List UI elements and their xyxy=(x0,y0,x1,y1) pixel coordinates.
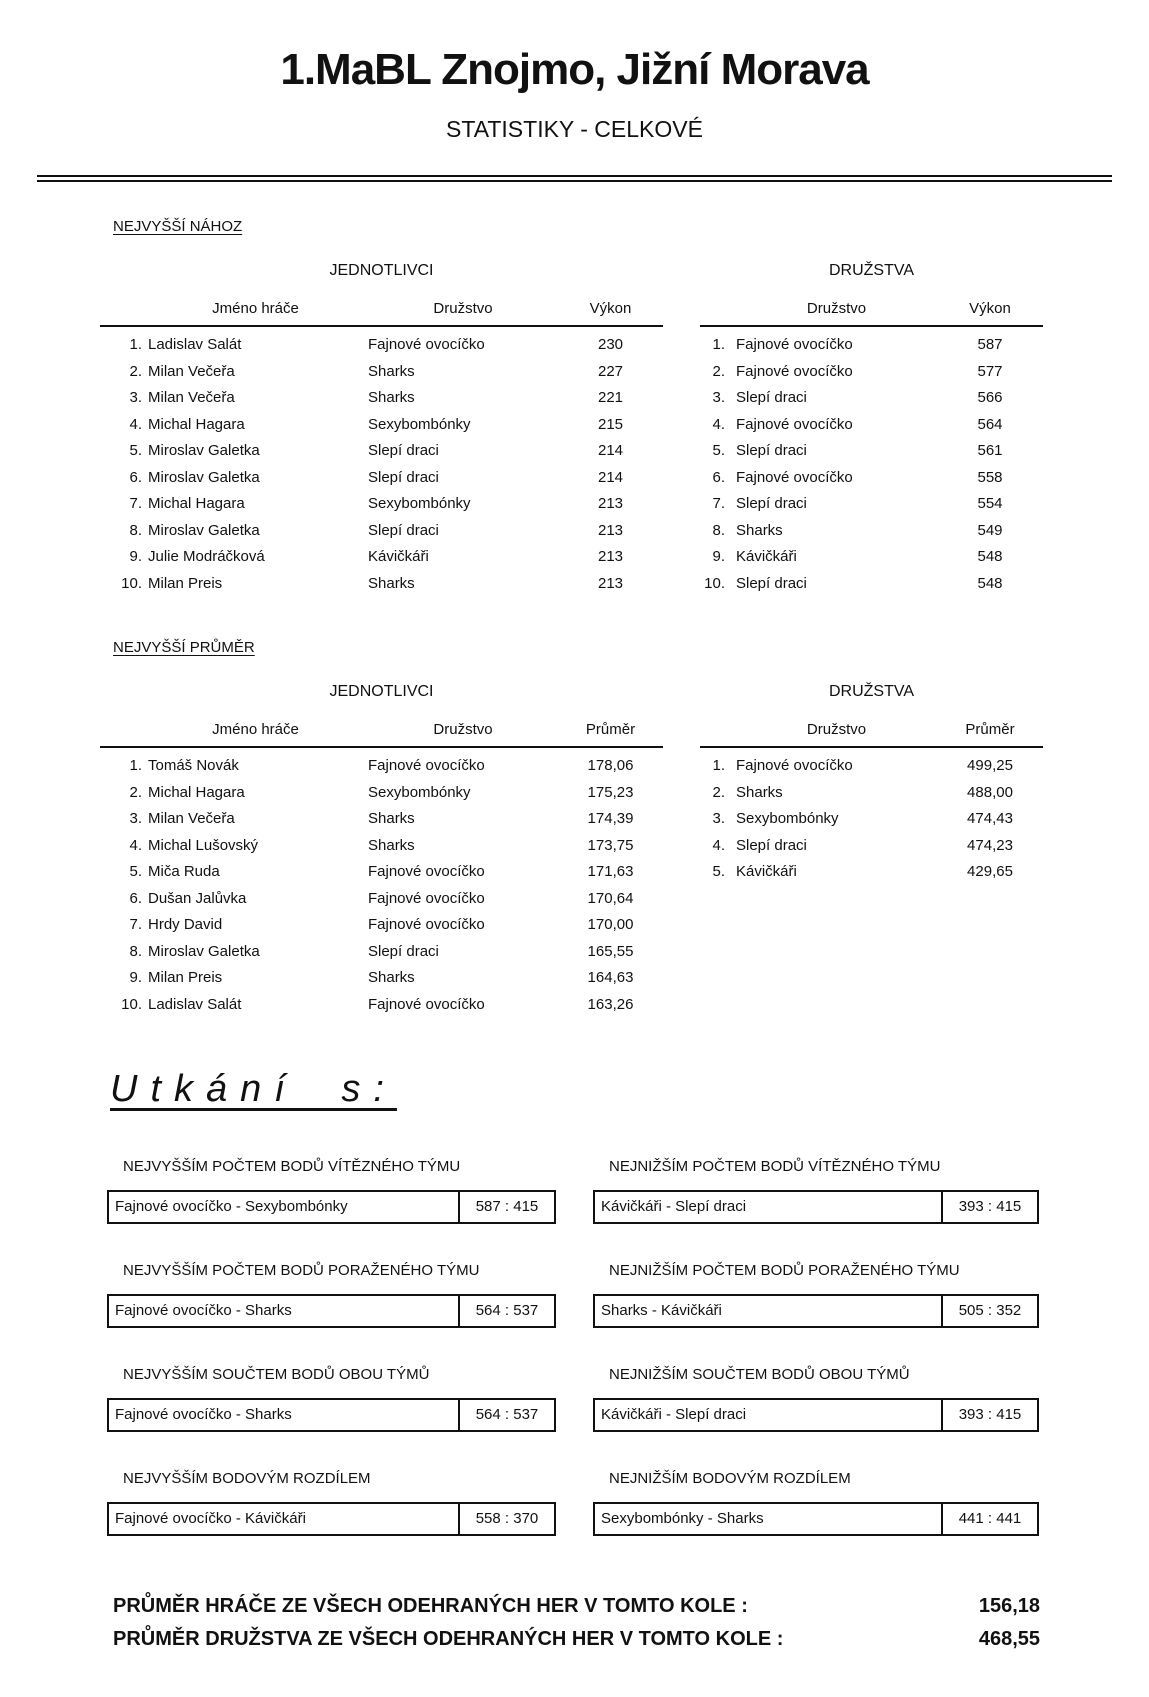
cell-rank: 7. xyxy=(712,495,725,512)
header-value: Výkon xyxy=(969,300,1011,317)
cell-rank: 5. xyxy=(129,442,142,459)
match-stat xyxy=(593,1158,1039,1224)
table-row xyxy=(700,780,1043,807)
cell-rank: 4. xyxy=(129,415,142,433)
cell-player-name: Tomáš Novák xyxy=(148,757,239,774)
cell-team: Fajnové ovocíčko xyxy=(368,757,485,774)
section-heading: NEJVYŠŠÍ PRŮMĚR xyxy=(113,639,255,656)
page-title: 1.MaBL Znojmo, Jižní Morava xyxy=(280,45,869,94)
table-row xyxy=(100,385,663,412)
table-body xyxy=(100,332,663,597)
cell-team: Kávičkáři xyxy=(736,548,797,565)
header-value: Průměr xyxy=(585,721,636,738)
match-teams: Sexybombónky - Sharks xyxy=(601,1510,764,1528)
match-score: 393 : 415 xyxy=(941,1400,1037,1430)
match-score: 564 : 537 xyxy=(458,1400,554,1430)
table-title: JEDNOTLIVCI xyxy=(329,262,434,279)
match-score: 393 : 415 xyxy=(941,1192,1037,1222)
cell-rank: 1. xyxy=(712,336,725,353)
match-teams: Sharks - Kávičkáři xyxy=(601,1302,722,1320)
match-stat-box xyxy=(593,1398,1039,1432)
table-row xyxy=(100,912,663,939)
table-body xyxy=(100,753,663,1018)
header-player-name: Jméno hráče xyxy=(212,300,299,317)
header-team: Družstvo xyxy=(806,300,867,317)
table-row xyxy=(100,780,663,807)
cell-value: 214 xyxy=(597,468,624,486)
table-row xyxy=(100,886,663,913)
header-divider xyxy=(37,175,1112,182)
header-value: Průměr xyxy=(965,721,1015,738)
header-team: Družstvo xyxy=(433,300,493,317)
cell-team: Slepí draci xyxy=(736,389,807,406)
cell-rank: 7. xyxy=(129,495,142,512)
cell-player-name: Michal Hagara xyxy=(148,495,245,512)
cell-value: 564 xyxy=(977,415,1003,433)
match-stat xyxy=(107,1158,556,1224)
table-row xyxy=(700,571,1043,598)
table-row xyxy=(700,412,1043,439)
cell-team: Slepí draci xyxy=(368,942,439,960)
cell-rank: 9. xyxy=(129,969,142,986)
match-score: 441 : 441 xyxy=(941,1504,1037,1534)
cell-team: Slepí draci xyxy=(736,495,807,512)
cell-team: Fajnové ovocíčko xyxy=(736,757,853,774)
cell-value: 558 xyxy=(977,468,1003,486)
table-row xyxy=(700,806,1043,833)
cell-rank: 10. xyxy=(121,574,142,592)
cell-team: Fajnové ovocíčko xyxy=(736,468,853,486)
cell-player-name: Ladislav Salát xyxy=(148,995,242,1013)
cell-value: 215 xyxy=(597,415,624,433)
cell-value: 429,65 xyxy=(967,863,1013,880)
cell-player-name: Milan Preis xyxy=(148,574,223,592)
individuals-table xyxy=(100,236,663,597)
cell-value: 488,00 xyxy=(967,783,1013,801)
match-teams: Fajnové ovocíčko - Kávičkáři xyxy=(115,1510,306,1528)
cell-value: 587 xyxy=(977,336,1003,353)
table-row xyxy=(100,806,663,833)
cell-player-name: Milan Večeřa xyxy=(148,362,235,380)
cell-rank: 10. xyxy=(121,995,142,1013)
cell-value: 566 xyxy=(977,389,1003,406)
header-rank xyxy=(100,721,148,738)
cell-team: Fajnové ovocíčko xyxy=(368,889,485,907)
cell-player-name: Miča Ruda xyxy=(148,863,220,880)
cell-team: Sharks xyxy=(368,810,415,827)
table-row xyxy=(700,753,1043,780)
cell-rank: 3. xyxy=(129,389,142,406)
match-stat-label: NEJNIŽŠÍM SOUČTEM BODŮ OBOU TÝMŮ xyxy=(609,1365,910,1383)
cell-player-name: Michal Hagara xyxy=(148,415,245,433)
cell-rank: 9. xyxy=(129,548,142,565)
cell-player-name: Milan Preis xyxy=(148,969,223,986)
cell-rank: 1. xyxy=(129,757,142,774)
page-header xyxy=(0,0,1149,141)
header-value: Výkon xyxy=(589,300,632,317)
match-stat-box xyxy=(593,1502,1039,1536)
table-row xyxy=(100,332,663,359)
match-stat-box xyxy=(593,1294,1039,1328)
cell-team: Fajnové ovocíčko xyxy=(368,863,485,880)
header-player-name: Jméno hráče xyxy=(212,721,299,738)
table-body xyxy=(700,753,1043,886)
match-teams: Fajnové ovocíčko - Sharks xyxy=(115,1406,292,1424)
table-row xyxy=(700,359,1043,386)
cell-team: Kávičkáři xyxy=(368,548,429,565)
match-stat-label: NEJNIŽŠÍM POČTEM BODŮ PORAŽENÉHO TÝMU xyxy=(609,1261,960,1279)
cell-team: Sharks xyxy=(368,574,415,592)
header-rank xyxy=(700,300,731,317)
cell-player-name: Hrdy David xyxy=(148,916,223,933)
cell-team: Fajnové ovocíčko xyxy=(368,916,485,933)
cell-team: Slepí draci xyxy=(368,468,439,486)
tables-row xyxy=(100,657,1149,1018)
match-score: 505 : 352 xyxy=(941,1296,1037,1326)
table-title: JEDNOTLIVCI xyxy=(329,683,434,700)
summary xyxy=(113,1594,1040,1651)
cell-player-name: Dušan Jalůvka xyxy=(148,889,247,907)
section-heading: NEJVYŠŠÍ NÁHOZ xyxy=(113,218,243,235)
individuals-table xyxy=(100,657,663,1018)
cell-rank: 5. xyxy=(712,863,725,880)
cell-rank: 5. xyxy=(712,442,725,459)
table-header-row xyxy=(700,300,1043,327)
cell-value: 561 xyxy=(977,442,1003,459)
cell-value: 227 xyxy=(597,362,624,380)
summary-label: PRŮMĚR DRUŽSTVA ZE VŠECH ODEHRANÝCH HER V TOMTO KOLE : xyxy=(113,1627,784,1650)
match-teams: Kávičkáři - Slepí draci xyxy=(601,1198,747,1216)
cell-player-name: Miroslav Galetka xyxy=(148,942,260,960)
cell-value: 554 xyxy=(977,495,1003,512)
cell-team: Sharks xyxy=(368,969,415,986)
tables-row xyxy=(100,236,1149,597)
table-row xyxy=(100,753,663,780)
cell-team: Sexybombónky xyxy=(368,495,471,512)
cell-value: 548 xyxy=(977,574,1003,592)
cell-player-name: Miroslav Galetka xyxy=(148,521,260,539)
cell-team: Fajnové ovocíčko xyxy=(368,995,485,1013)
match-teams: Fajnové ovocíčko - Sexybombónky xyxy=(115,1198,348,1216)
cell-rank: 1. xyxy=(129,336,142,353)
cell-rank: 6. xyxy=(712,468,725,486)
match-teams: Fajnové ovocíčko - Sharks xyxy=(115,1302,292,1320)
header-team: Družstvo xyxy=(806,721,867,738)
summary-row xyxy=(113,1627,1040,1651)
matches-heading: Utkání s: xyxy=(110,1068,397,1110)
cell-rank: 9. xyxy=(712,548,725,565)
match-stat-label: NEJVYŠŠÍM POČTEM BODŮ PORAŽENÉHO TÝMU xyxy=(123,1261,480,1279)
summary-value: 156,18 xyxy=(978,1594,1040,1617)
cell-player-name: Milan Večeřa xyxy=(148,810,235,827)
table-header-row xyxy=(100,721,663,748)
cell-value: 164,63 xyxy=(587,969,634,986)
match-stat xyxy=(107,1262,556,1328)
cell-value: 213 xyxy=(597,495,624,512)
table-row xyxy=(700,465,1043,492)
cell-team: Kávičkáři xyxy=(736,863,797,880)
cell-team: Sexybombónky xyxy=(736,810,839,827)
cell-rank: 3. xyxy=(129,810,142,827)
table-title: DRUŽSTVA xyxy=(828,683,915,700)
match-stat-label: NEJVYŠŠÍM SOUČTEM BODŮ OBOU TÝMŮ xyxy=(123,1365,430,1383)
match-stat xyxy=(107,1366,556,1432)
cell-rank: 2. xyxy=(129,783,142,801)
cell-rank: 4. xyxy=(129,836,142,854)
summary-label: PRŮMĚR HRÁČE ZE VŠECH ODEHRANÝCH HER V TOMTO KOLE : xyxy=(113,1594,748,1617)
cell-value: 174,39 xyxy=(587,810,634,827)
cell-rank: 6. xyxy=(129,468,142,486)
table-row xyxy=(100,438,663,465)
cell-value: 178,06 xyxy=(587,757,634,774)
cell-rank: 2. xyxy=(712,362,725,380)
cell-player-name: Miroslav Galetka xyxy=(148,442,260,459)
header-team: Družstvo xyxy=(433,721,493,738)
match-stat-box xyxy=(107,1294,556,1328)
table-row xyxy=(100,544,663,571)
cell-rank: 10. xyxy=(704,574,725,592)
match-score: 564 : 537 xyxy=(458,1296,554,1326)
cell-value: 170,64 xyxy=(587,889,634,907)
match-stats-grid xyxy=(107,1158,1149,1536)
match-stat-box xyxy=(593,1190,1039,1224)
cell-value: 213 xyxy=(597,521,624,539)
cell-value: 577 xyxy=(977,362,1003,380)
cell-value: 549 xyxy=(977,521,1003,539)
table-row xyxy=(100,359,663,386)
table-row xyxy=(100,859,663,886)
cell-player-name: Michal Hagara xyxy=(148,783,245,801)
cell-value: 173,75 xyxy=(587,836,634,854)
cell-team: Sharks xyxy=(368,389,415,406)
cell-team: Slepí draci xyxy=(736,442,807,459)
table-row xyxy=(100,571,663,598)
cell-value: 175,23 xyxy=(587,783,634,801)
match-stat-box xyxy=(107,1398,556,1432)
cell-team: Slepí draci xyxy=(368,521,439,539)
match-stat xyxy=(593,1366,1039,1432)
cell-team: Sexybombónky xyxy=(368,415,471,433)
cell-value: 230 xyxy=(597,336,624,353)
cell-rank: 8. xyxy=(129,521,142,539)
section-highest-game xyxy=(0,218,1149,597)
cell-value: 171,63 xyxy=(587,863,634,880)
cell-team: Fajnové ovocíčko xyxy=(736,336,853,353)
cell-player-name: Ladislav Salát xyxy=(148,336,242,353)
match-stat xyxy=(107,1470,556,1536)
table-row xyxy=(700,544,1043,571)
cell-team: Sharks xyxy=(368,362,415,380)
cell-rank: 3. xyxy=(712,810,725,827)
match-stat-label: NEJVYŠŠÍM POČTEM BODŮ VÍTĚZNÉHO TÝMU xyxy=(123,1157,461,1175)
cell-rank: 2. xyxy=(129,362,142,380)
cell-value: 213 xyxy=(597,548,624,565)
cell-team: Slepí draci xyxy=(736,574,807,592)
match-stat xyxy=(593,1470,1039,1536)
cell-value: 213 xyxy=(597,574,624,592)
cell-rank: 3. xyxy=(712,389,725,406)
cell-team: Slepí draci xyxy=(736,836,807,854)
match-score: 558 : 370 xyxy=(458,1504,554,1534)
table-row xyxy=(700,332,1043,359)
table-header-row xyxy=(100,300,663,327)
table-row xyxy=(100,939,663,966)
cell-player-name: Julie Modráčková xyxy=(148,548,265,565)
teams-table xyxy=(700,657,1043,1018)
cell-value: 214 xyxy=(597,442,624,459)
match-stat-label: NEJVYŠŠÍM BODOVÝM ROZDÍLEM xyxy=(123,1469,371,1487)
table-row xyxy=(100,965,663,992)
cell-rank: 8. xyxy=(129,942,142,960)
cell-rank: 4. xyxy=(712,836,725,854)
table-row xyxy=(100,465,663,492)
section-highest-average xyxy=(0,639,1149,1018)
match-stat-box xyxy=(107,1502,556,1536)
cell-rank: 4. xyxy=(712,415,725,433)
cell-team: Fajnové ovocíčko xyxy=(368,336,485,353)
table-row xyxy=(700,438,1043,465)
cell-player-name: Milan Večeřa xyxy=(148,389,235,406)
summary-value: 468,55 xyxy=(978,1627,1040,1650)
cell-team: Slepí draci xyxy=(368,442,439,459)
cell-value: 548 xyxy=(977,548,1003,565)
table-row xyxy=(100,412,663,439)
cell-team: Sharks xyxy=(368,836,415,854)
cell-rank: 7. xyxy=(129,916,142,933)
cell-value: 474,23 xyxy=(967,836,1013,854)
table-row xyxy=(100,518,663,545)
cell-team: Fajnové ovocíčko xyxy=(736,415,853,433)
cell-rank: 8. xyxy=(712,521,725,539)
cell-value: 474,43 xyxy=(967,810,1013,827)
cell-value: 170,00 xyxy=(587,916,634,933)
table-row xyxy=(100,491,663,518)
cell-rank: 5. xyxy=(129,863,142,880)
summary-row xyxy=(113,1594,1040,1618)
cell-team: Sharks xyxy=(736,521,783,539)
page-subtitle: STATISTIKY - CELKOVÉ xyxy=(446,116,703,142)
table-title: DRUŽSTVA xyxy=(828,262,915,279)
table-row xyxy=(100,992,663,1019)
match-stat-label: NEJNIŽŠÍM POČTEM BODŮ VÍTĚZNÉHO TÝMU xyxy=(609,1157,941,1175)
table-row xyxy=(700,518,1043,545)
table-row xyxy=(700,491,1043,518)
cell-value: 163,26 xyxy=(587,995,634,1013)
table-row xyxy=(700,833,1043,860)
cell-rank: 1. xyxy=(712,757,725,774)
cell-team: Sexybombónky xyxy=(368,783,471,801)
cell-player-name: Michal Lušovský xyxy=(148,836,259,854)
cell-team: Sharks xyxy=(736,783,783,801)
table-header-row xyxy=(700,721,1043,748)
table-row xyxy=(100,833,663,860)
cell-rank: 2. xyxy=(712,783,725,801)
table-row xyxy=(700,859,1043,886)
match-teams: Kávičkáři - Slepí draci xyxy=(601,1406,747,1424)
cell-value: 499,25 xyxy=(967,757,1013,774)
header-rank xyxy=(700,721,731,738)
match-score: 587 : 415 xyxy=(458,1192,554,1222)
match-stat-label: NEJNIŽŠÍM BODOVÝM ROZDÍLEM xyxy=(609,1469,851,1487)
match-stat-box xyxy=(107,1190,556,1224)
cell-value: 221 xyxy=(597,389,624,406)
cell-team: Fajnové ovocíčko xyxy=(736,362,853,380)
cell-player-name: Miroslav Galetka xyxy=(148,468,260,486)
cell-value: 165,55 xyxy=(587,942,634,960)
table-body xyxy=(700,332,1043,597)
table-row xyxy=(700,385,1043,412)
cell-rank: 6. xyxy=(129,889,142,907)
match-stat xyxy=(593,1262,1039,1328)
header-rank xyxy=(100,300,148,317)
teams-table xyxy=(700,236,1043,597)
